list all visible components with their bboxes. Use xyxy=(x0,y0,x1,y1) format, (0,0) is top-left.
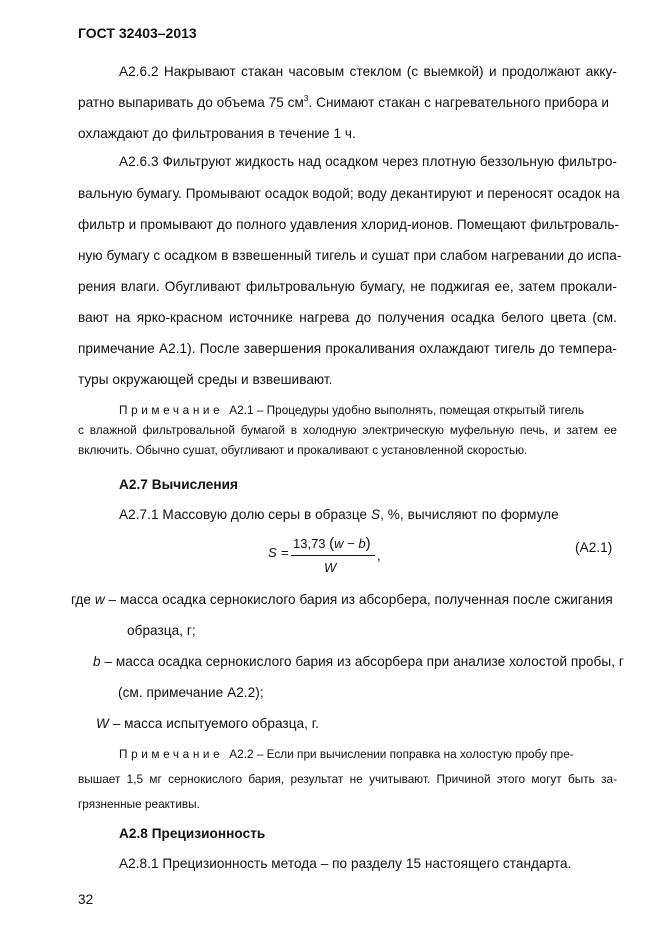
note-a22-line3: грязненные реактивы. xyxy=(78,797,200,811)
formula-comma: , xyxy=(377,548,381,563)
paragraph-a263-line2: вальную бумагу. Промывают осадок водой; воду декантируют и переносят осадок на xyxy=(78,186,620,201)
document-header: ГОСТ 32403–2013 xyxy=(78,25,197,41)
paragraph-a263-line4: ную бумагу с осадком в взвешенный тигель и сушат при слабом нагревании до испа- xyxy=(78,248,622,263)
formula-equals: = xyxy=(281,545,289,560)
note-label: Примечание xyxy=(119,747,224,761)
paragraph-a263-line7: примечание А2.1). После завершения прокаливания охлаждают тигель до темпера- xyxy=(78,341,617,356)
note-a21-line1 xyxy=(119,403,617,417)
formula-denominator: W xyxy=(324,560,337,575)
paragraph-a262-line2-a: ратно выпаривать до объема 75 $см^3$. Снимают стакан с нагревательного прибора и xyxy=(78,94,610,110)
paragraph-a263-line1: А2.6.3 Фильтруют жидкость над осадком через плотную беззольную фильтро- xyxy=(119,154,617,169)
where-W-line1: W – масса испытуемого образца, г. xyxy=(96,716,319,731)
section-heading-a28: А2.8 Прецизионность xyxy=(119,826,266,841)
note-a22-text: А2.2 – Если при вычислении поправка на холостую пробу пре- xyxy=(229,747,574,761)
formula-numerator: 13,73 (w − b) xyxy=(293,535,371,552)
where-w-line1: где w – масса осадка сернокислого бария из абсорбера, полученная после сжигания xyxy=(71,592,613,607)
paragraph-a262-line2 xyxy=(78,95,617,110)
where-w-line2: образца, г; xyxy=(127,623,196,638)
formula-number: (А2.1) xyxy=(575,540,613,555)
formula-lhs: S xyxy=(268,545,277,560)
paragraph-a263-line5: рения влаги. Обугливают фильтровальную бумагу, не поджигая ее, затем прокали- xyxy=(78,279,617,294)
note-label: Примечание xyxy=(119,403,224,417)
note-a21-line3: включить. Обычно сушат, обугливают и прокаливают с установленной скоростью. xyxy=(78,443,528,457)
note-a22-line2: вышает 1,5 мг сернокислого бария, результат не учитывают. Причиной этого могут быть за- xyxy=(78,772,617,786)
fraction-bar xyxy=(291,555,375,556)
paragraph-a271: А2.7.1 Массовую долю серы в образце S, %, вычисляют по формуле xyxy=(119,507,559,522)
paragraph-a262-line1: А2.6.2 Накрывают стакан часовым стеклом (с выемкой) и продолжают акку- xyxy=(119,64,617,79)
page-number: 32 xyxy=(78,892,94,907)
note-a21-line2: с влажной фильтровальной бумагой в холодную электрическую муфельную печь, и затем ее xyxy=(78,423,617,437)
where-b-line2: (см. примечание А2.2); xyxy=(118,685,264,700)
paragraph-a281: А2.8.1 Прецизионность метода – по разделу 15 настоящего стандарта. xyxy=(119,856,572,871)
superscript-cubic: 3 xyxy=(303,94,309,103)
paragraph-a263-line6: вают на ярко-красном источнике нагрева до получения осадка белого цвета (см. xyxy=(78,310,617,325)
section-heading-a27: А2.7 Вычисления xyxy=(119,477,238,492)
paragraph-a262-line3: охлаждают до фильтрования в течение 1 ч. xyxy=(78,126,356,141)
where-b-line1: b – масса осадка сернокислого бария из абсорбера при анализе холостой пробы, г xyxy=(93,654,624,669)
note-a22-line1 xyxy=(119,747,617,761)
note-a21-text: А2.1 – Процедуры удобно выполнять, помещая открытый тигель xyxy=(229,403,584,417)
paragraph-a263-line8: туры окружающей среды и взвешивают. xyxy=(78,372,333,387)
paragraph-a263-line3: фильтр и промывают до полного удавления хлорид-ионов. Помещают фильтроваль- xyxy=(78,217,620,232)
